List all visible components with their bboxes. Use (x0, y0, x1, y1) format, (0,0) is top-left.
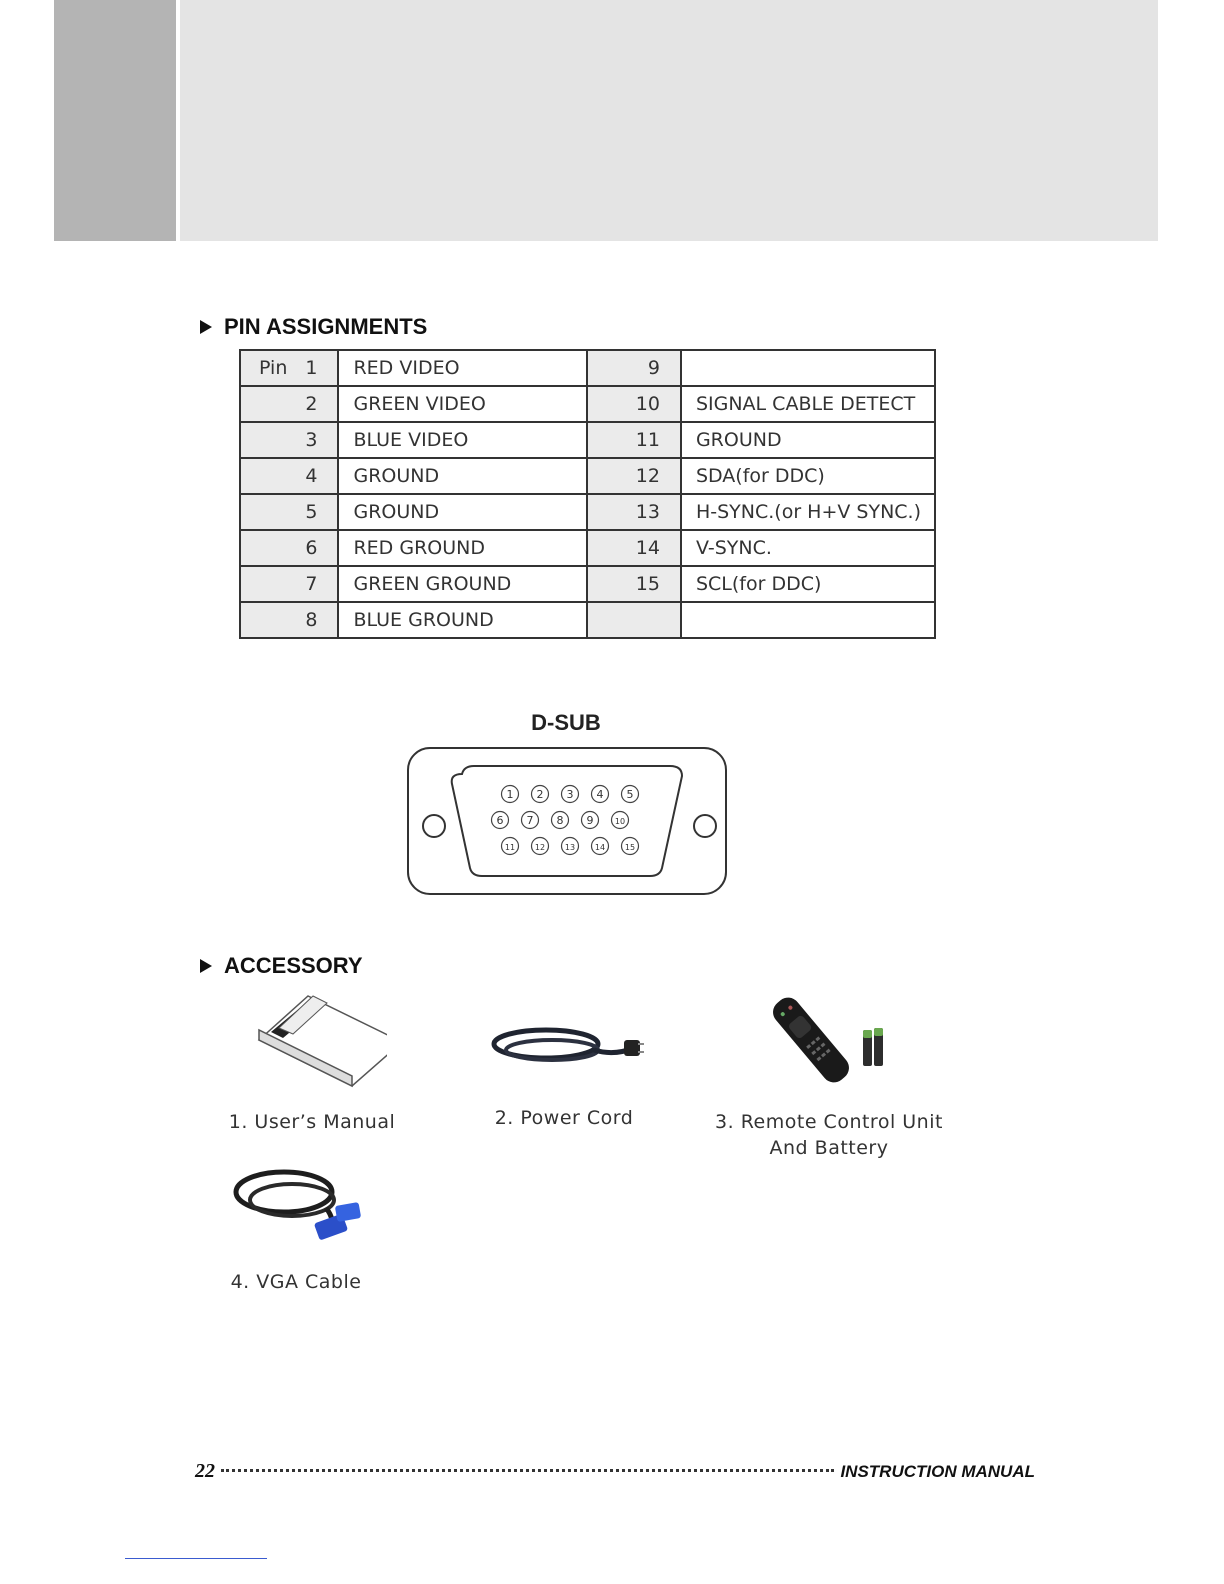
pin-number-cell: 6 (240, 530, 338, 566)
pin-number-cell (587, 602, 681, 638)
accessory-heading (200, 953, 363, 979)
accessory-item-vga-cable (206, 1162, 386, 1295)
d-sub-title: D-SUB (531, 710, 601, 735)
pin-circle-label: 9 (586, 814, 594, 827)
pin-circle-label: 11 (504, 843, 516, 852)
accessory-caption-manual: 1. User’s Manual (228, 1111, 396, 1133)
pin-number-cell: 11 (587, 422, 681, 458)
accessory-item-power-cord (474, 1010, 654, 1131)
page-number: 22 (195, 1460, 215, 1482)
pin-number-cell: 5 (240, 494, 338, 530)
pin-number-cell: 3 (240, 422, 338, 458)
table-row (240, 386, 935, 422)
pin-signal-cell: GROUND (338, 494, 586, 530)
footer-manual-label: INSTRUCTION MANUAL (840, 1462, 1035, 1481)
header-block-light (180, 0, 1158, 241)
accessory-item-remote (714, 996, 944, 1161)
pin-label: Pin (259, 357, 288, 379)
pin-signal-cell: SDA(for DDC) (681, 458, 935, 494)
pin-assignments-title: PIN ASSIGNMENTS (224, 314, 428, 339)
pin-signal-cell (681, 350, 935, 386)
accessory-title: ACCESSORY (224, 953, 363, 978)
pin-number-cell: 14 (587, 530, 681, 566)
pin-number-cell: 15 (587, 566, 681, 602)
pin-signal-cell: BLUE VIDEO (338, 422, 586, 458)
pin-number-cell: 4 (240, 458, 338, 494)
pin-signal-cell: RED GROUND (338, 530, 586, 566)
pin-circle-label: 10 (614, 817, 626, 826)
power-cord-icon (484, 1010, 644, 1090)
pin-signal-cell: GREEN GROUND (338, 566, 586, 602)
pin-circle-label: 12 (534, 843, 546, 852)
pin-circle-label: 1 (506, 788, 514, 801)
vga-cable-icon (226, 1162, 366, 1248)
pin-assignments-table (239, 349, 936, 639)
pin-signal-cell: H-SYNC.(or H+V SYNC.) (681, 494, 935, 530)
mounting-hole-left (423, 815, 445, 837)
pin-signal-cell (681, 602, 935, 638)
accessory-caption-remote-line2: And Battery (769, 1137, 889, 1159)
pin-circle-label: 14 (594, 843, 606, 852)
table-row (240, 566, 935, 602)
pin-circle-label: 13 (564, 843, 576, 852)
pin-number: 1 (305, 357, 318, 379)
pin-number-cell: 10 (587, 386, 681, 422)
pin-number-cell: 8 (240, 602, 338, 638)
table-row (240, 494, 935, 530)
pin-signal-cell: GREEN VIDEO (338, 386, 586, 422)
pin-number-cell: 13 (587, 494, 681, 530)
accessory-caption-power-cord: 2. Power Cord (494, 1107, 634, 1129)
table-row (240, 458, 935, 494)
page-footer (195, 1460, 1035, 1483)
pin-assignments-heading (200, 314, 427, 340)
pin-number-cell: 12 (587, 458, 681, 494)
pin-number-cell: 9 (587, 350, 681, 386)
table-row (240, 350, 935, 386)
header-block-dark (54, 0, 176, 241)
pin-number-cell: 7 (240, 566, 338, 602)
manual-book-icon (237, 990, 387, 1090)
pin-signal-cell: GROUND (681, 422, 935, 458)
pin-circle-label: 7 (526, 814, 534, 827)
pin-signal-cell: SIGNAL CABLE DETECT (681, 386, 935, 422)
pin-signal-cell: RED VIDEO (338, 350, 586, 386)
footer-dot-leader (221, 1469, 834, 1472)
mounting-hole-right (694, 815, 716, 837)
table-row (240, 530, 935, 566)
pin-circle-label: 8 (556, 814, 564, 827)
bottom-rule (125, 1558, 267, 1559)
accessory-caption-vga-cable: 4. VGA Cable (230, 1271, 362, 1293)
triangle-bullet-icon (200, 320, 212, 334)
pin-number-cell: 2 (240, 386, 338, 422)
pin-circle-label: 4 (596, 788, 604, 801)
pin-signal-cell: BLUE GROUND (338, 602, 586, 638)
pin-circle-label: 15 (624, 843, 636, 852)
battery-icon (863, 1028, 883, 1066)
pin-number-cell (240, 350, 338, 386)
accessory-item-manual (222, 990, 402, 1135)
table-row (240, 602, 935, 638)
pin-signal-cell: V-SYNC. (681, 530, 935, 566)
pin-signal-cell: GROUND (338, 458, 586, 494)
table-row (240, 422, 935, 458)
d-sub-connector-diagram (400, 700, 740, 910)
accessory-caption-remote-line1: 3. Remote Control Unit (715, 1111, 943, 1133)
triangle-bullet-icon (200, 959, 212, 973)
pin-signal-cell: SCL(for DDC) (681, 566, 935, 602)
remote-control-icon (759, 996, 899, 1090)
pin-circle-label: 2 (536, 788, 544, 801)
pin-circle-label: 5 (626, 788, 634, 801)
pin-circle-label: 3 (566, 788, 574, 801)
pin-circle-label: 6 (496, 814, 504, 827)
